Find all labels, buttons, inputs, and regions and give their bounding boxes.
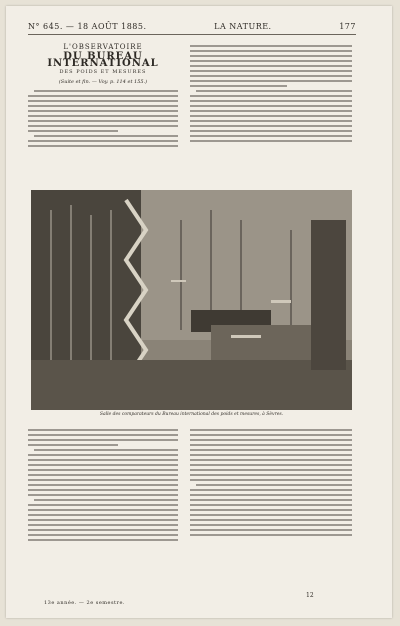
paragraph-lines-lower-right xyxy=(190,429,352,536)
lower-left-column xyxy=(28,426,178,544)
lower-right-column xyxy=(190,426,352,539)
header-rule xyxy=(28,34,356,35)
page-number: 177 xyxy=(339,21,356,31)
figure-caption: Salle des comparateurs du Bureau international des poids et mesures, à Sèvres. xyxy=(99,412,284,417)
right-column xyxy=(190,42,352,145)
article-title-block xyxy=(28,44,178,86)
engraving-laboratory xyxy=(31,190,352,410)
engraving-svg xyxy=(31,190,352,410)
paragraph-lines xyxy=(28,90,178,147)
page xyxy=(6,6,392,618)
journal-name: LA NATURE. xyxy=(214,21,272,31)
left-column xyxy=(28,44,178,150)
paragraph-lines-lower-left xyxy=(28,429,178,541)
footer-note: 13e année. — 2e semestre. xyxy=(44,600,125,606)
article-part: (Suite et fin. — Voy. p. 114 et 155.) xyxy=(58,79,148,85)
running-header xyxy=(28,20,356,32)
article-title: DU BUREAU INTERNATIONAL xyxy=(47,51,159,69)
issue-line: N° 645. — 18 AOÛT 1885. xyxy=(28,21,147,31)
article-kicker: L'OBSERVATOIRE xyxy=(63,43,143,51)
article-subtitle: DES POIDS ET MESURES xyxy=(59,69,147,75)
signature-mark: 12 xyxy=(306,592,314,599)
paragraph-lines-right xyxy=(190,45,352,142)
